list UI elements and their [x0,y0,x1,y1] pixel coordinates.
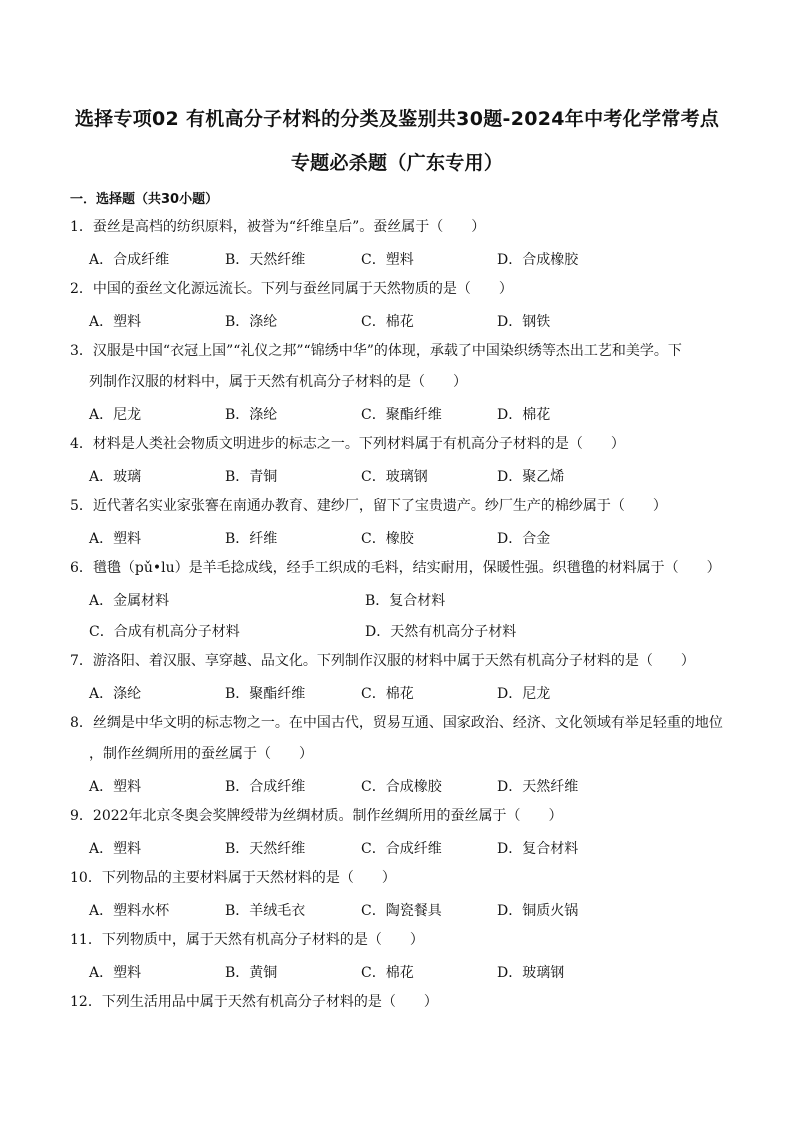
option-c: C．橡胶 [361,530,414,547]
option-b: B．天然纤维 [225,251,306,268]
option-a: A．塑料 [89,840,142,857]
option-a: A．塑料 [89,530,142,547]
option-d: D．玻璃钢 [497,964,565,981]
options-row [70,770,730,801]
question-list [70,212,730,1018]
question-stem: 1．蚕丝是高档的纺织原料，被誉为“纤维皇后”。蚕丝属于（ ） [70,219,486,235]
option-a: A．塑料水杯 [89,902,170,919]
question-stem: 8．丝绸是中华文明的标志物之一。在中国古代，贸易互通、国家政治、经济、文化领域有举足轻重的地位 [70,715,723,731]
option-b: B．黄铜 [225,964,278,981]
option-b: B．青铜 [225,468,278,485]
option-b: B．天然纤维 [225,840,306,857]
option-d: D．复合材料 [497,840,579,857]
option-c: C．合成橡胶 [361,778,442,795]
options-row [70,894,730,925]
option-d: D．天然有机高分子材料 [365,623,517,640]
options-row [70,243,730,274]
options-row [70,460,730,491]
question-item [70,336,730,429]
question-stem: 12．下列生活用品中属于天然有机高分子材料的是（ ） [70,994,438,1010]
question-stem: 6．氆氇（pǔ•lu）是羊毛捻成线，经手工织成的毛料，结实耐用，保暖性强。织氆氇的材料属于（ ） [70,560,721,576]
option-b: B．涤纶 [225,406,278,423]
option-d: D．聚乙烯 [497,468,565,485]
doc-title-line2: 专题必杀题（广东专用） [290,152,504,174]
option-c: C．玻璃钢 [361,468,428,485]
option-c: C．聚酯纤维 [361,406,442,423]
option-c: C．棉花 [361,685,414,702]
question-stem: 2．中国的蚕丝文化源远流长。下列与蚕丝同属于天然物质的是（ ） [70,281,513,297]
option-a: A．塑料 [89,964,142,981]
options-row [70,398,730,429]
question-item [70,801,730,863]
option-a: A．塑料 [89,778,142,795]
option-c: C．合成纤维 [361,840,442,857]
section-heading: 一．选择题（共30小题） [70,192,219,207]
option-d: D．钢铁 [497,313,551,330]
question-stem: 10．下列物品的主要材料属于天然材料的是（ ） [70,870,396,886]
question-item [70,863,730,925]
option-a: A．合成纤维 [89,251,170,268]
question-item [70,429,730,491]
option-a: A．尼龙 [89,406,142,423]
options-row [70,522,730,553]
option-d: D．棉花 [497,406,551,423]
option-c: C．陶瓷餐具 [361,902,442,919]
question-stem-continued: 列制作汉服的材料中，属于天然有机高分子材料的是（ ） [89,374,467,390]
option-a: A．涤纶 [89,685,142,702]
option-d: D．铜质火锅 [497,902,579,919]
question-item [70,212,730,274]
question-item [70,925,730,987]
option-b: B．聚酯纤维 [225,685,306,702]
question-stem: 9．2022年北京冬奥会奖牌绶带为丝绸材质。制作丝绸所用的蚕丝属于（ ） [70,808,563,824]
option-c: C．塑料 [361,251,414,268]
options-row [70,584,730,615]
question-stem: 3．汉服是中国“衣冠上国”“礼仪之邦”“锦绣中华”的体现，承载了中国染织绣等杰出工艺和美学。下 [70,343,682,359]
question-item [70,553,730,646]
options-row [70,615,730,646]
question-item [70,491,730,553]
question-stem: 11．下列物质中，属于天然有机高分子材料的是（ ） [70,932,424,948]
option-c: C．棉花 [361,313,414,330]
question-item [70,646,730,708]
options-row [70,956,730,987]
option-d: D．合成橡胶 [497,251,579,268]
question-item [70,274,730,336]
option-a: A．金属材料 [89,592,170,609]
question-stem: 4．材料是人类社会物质文明进步的标志之一。下列材料属于有机高分子材料的是（ ） [70,436,625,452]
question-item [70,987,730,1018]
question-stem: 5．近代著名实业家张謇在南通办教育、建纱厂，留下了宝贵遗产。纱厂生产的棉纱属于（ ） [70,498,667,514]
option-c: C．合成有机高分子材料 [89,623,240,640]
option-b: B．合成纤维 [225,778,306,795]
option-a: A．玻璃 [89,468,142,485]
option-b: B．纤维 [225,530,278,547]
option-d: D．合金 [497,530,551,547]
options-row [70,677,730,708]
option-b: B．复合材料 [365,592,446,609]
question-stem: 7．游洛阳、着汉服、享穿越、品文化。下列制作汉服的材料中属于天然有机高分子材料的是（ ） [70,653,695,669]
options-row [70,832,730,863]
option-d: D．尼龙 [497,685,551,702]
option-a: A．塑料 [89,313,142,330]
option-d: D．天然纤维 [497,778,579,795]
option-b: B．涤纶 [225,313,278,330]
question-stem-continued: ，制作丝绸所用的蚕丝属于（ ） [89,746,313,762]
option-c: C．棉花 [361,964,414,981]
question-item [70,708,730,801]
option-b: B．羊绒毛衣 [225,902,306,919]
options-row [70,305,730,336]
doc-title-line1: 选择专项02 有机高分子材料的分类及鉴别共30题-2024年中考化学常考点 [74,108,720,130]
